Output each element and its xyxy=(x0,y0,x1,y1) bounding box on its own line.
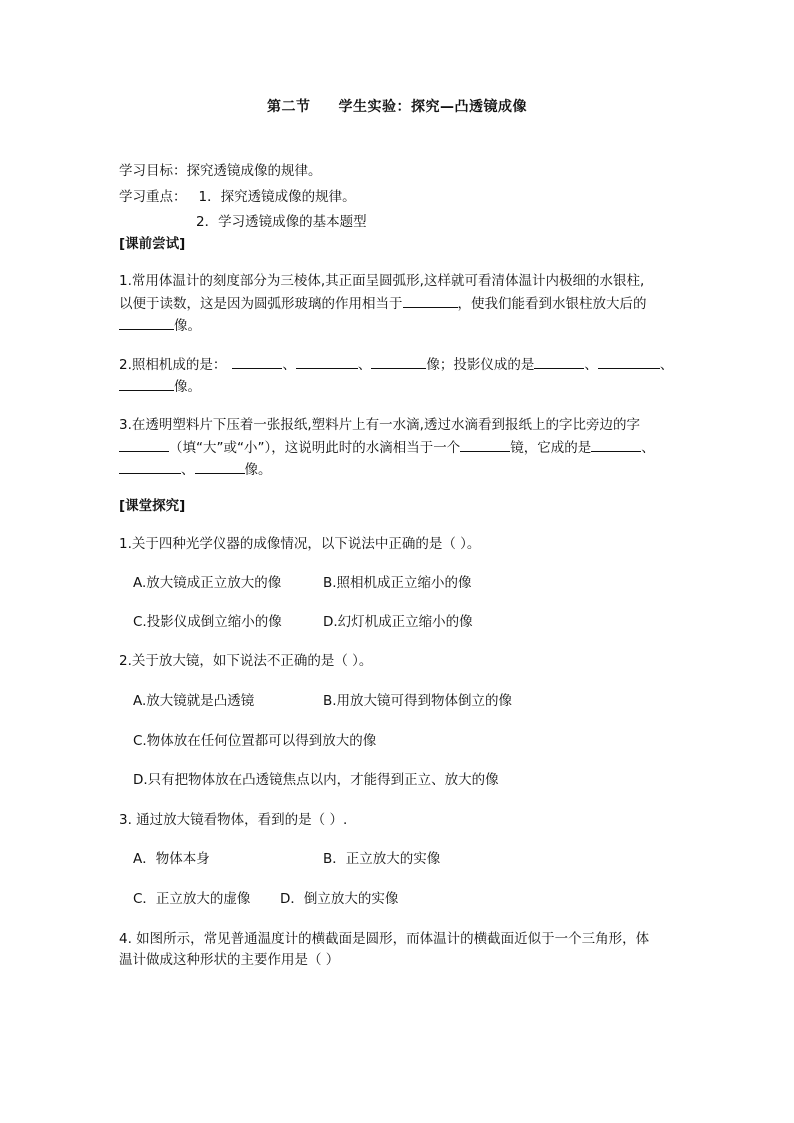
pre-q2-line1 xyxy=(119,354,673,375)
option-d[interactable]: D．倒立放大的实像 xyxy=(280,891,399,907)
option-d[interactable]: D.只有把物体放在凸透镜焦点以内，才能得到正立、放大的像 xyxy=(133,772,499,788)
blank[interactable] xyxy=(119,376,174,391)
focus-item-2: 2．学习透镜成像的基本题型 xyxy=(196,214,367,230)
focus-item-1: 1．探究透镜成像的规律。 xyxy=(198,189,356,205)
class-q3-options-cd xyxy=(133,889,398,909)
text: 以便于读数，这是因为圆弧形玻璃的作用相当于 xyxy=(119,296,403,312)
option-c[interactable]: C．正立放大的虚像 xyxy=(133,891,251,907)
pre-q1-line3 xyxy=(119,315,201,336)
blank[interactable] xyxy=(119,437,169,452)
text: 像。 xyxy=(244,462,272,478)
class-q1-options-cd xyxy=(133,612,473,632)
class-q4-line2: 温计做成这种形状的主要作用是（ ） xyxy=(119,952,340,968)
pre-q3-line1: 3.在透明塑料片下压着一张报纸,塑料片上有一水滴,透过水滴看到报纸上的字比旁边的字 xyxy=(119,417,640,433)
title-topic: 学生实验：探究—凸透镜成像 xyxy=(338,99,527,115)
text: ，使我们能看到水银柱放大后的 xyxy=(457,296,647,312)
blank[interactable] xyxy=(460,437,510,452)
blank[interactable] xyxy=(371,354,426,369)
blank[interactable] xyxy=(403,293,458,308)
separator: 、 xyxy=(641,440,655,456)
separator: 、 xyxy=(584,357,598,373)
blank[interactable] xyxy=(598,354,660,369)
focus-label: 学习重点： xyxy=(119,189,187,205)
pre-q1-line1: 1.常用体温计的刻度部分为三棱体,其正面呈圆弧形,这样就可看清体温计内极细的水银柱, xyxy=(119,273,645,289)
section-heading-pre: [课前尝试] xyxy=(119,236,186,252)
pre-q2-line2 xyxy=(119,376,201,397)
class-q1-options-ab xyxy=(133,573,472,593)
text: 镜，它成的是 xyxy=(510,440,592,456)
option-a[interactable]: A.放大镜就是凸透镜 xyxy=(133,693,255,709)
learning-focus-1 xyxy=(119,187,356,207)
blank[interactable] xyxy=(195,459,245,474)
class-q3-options-ab xyxy=(133,849,440,869)
blank[interactable] xyxy=(232,354,282,369)
option-a[interactable]: A.放大镜成正立放大的像 xyxy=(133,575,282,591)
class-q1: 1.关于四种光学仪器的成像情况，以下说法中正确的是（ ）。 xyxy=(119,536,481,552)
page-title xyxy=(0,97,794,117)
text: 2.照相机成的是： xyxy=(119,357,227,373)
separator: 、 xyxy=(181,462,195,478)
text: 像；投影仪成的是 xyxy=(426,357,535,373)
class-q2: 2.关于放大镜，如下说法不正确的是（ ）。 xyxy=(119,653,373,669)
class-q3: 3. 通过放大镜看物体，看到的是（ ）. xyxy=(119,812,348,828)
option-b[interactable]: B．正立放大的实像 xyxy=(323,851,441,867)
blank[interactable] xyxy=(591,437,641,452)
learning-goal: 学习目标：探究透镜成像的规律。 xyxy=(119,163,322,179)
option-b[interactable]: B.用放大镜可得到物体倒立的像 xyxy=(323,693,513,709)
separator: 、 xyxy=(659,357,674,373)
title-section: 第二节 xyxy=(267,99,311,115)
pre-q3-line3 xyxy=(119,459,272,480)
option-c[interactable]: C.物体放在任何位置都可以得到放大的像 xyxy=(133,733,377,749)
option-d[interactable]: D.幻灯机成正立缩小的像 xyxy=(323,614,473,630)
option-c[interactable]: C.投影仪成倒立缩小的像 xyxy=(133,614,282,630)
option-b[interactable]: B.照相机成正立缩小的像 xyxy=(323,575,472,591)
class-q2-options-ab xyxy=(133,691,512,711)
blank[interactable] xyxy=(534,354,584,369)
section-heading-class: [课堂探究] xyxy=(119,498,186,514)
text: 像。 xyxy=(174,318,201,334)
text: 像。 xyxy=(174,379,201,395)
class-q4-line1: 4. 如图所示，常见普通温度计的横截面是圆形，而体温计的横截面近似于一个三角形，体 xyxy=(119,931,650,947)
blank[interactable] xyxy=(119,459,181,474)
pre-q1-line2 xyxy=(119,293,647,314)
blank[interactable] xyxy=(119,315,174,330)
text: （填“大”或“小”），这说明此时的水滴相当于一个 xyxy=(169,440,461,456)
pre-q3-line2 xyxy=(119,437,655,458)
blank[interactable] xyxy=(296,354,358,369)
separator: 、 xyxy=(282,357,296,373)
separator: 、 xyxy=(357,357,372,373)
option-a[interactable]: A．物体本身 xyxy=(133,851,210,867)
